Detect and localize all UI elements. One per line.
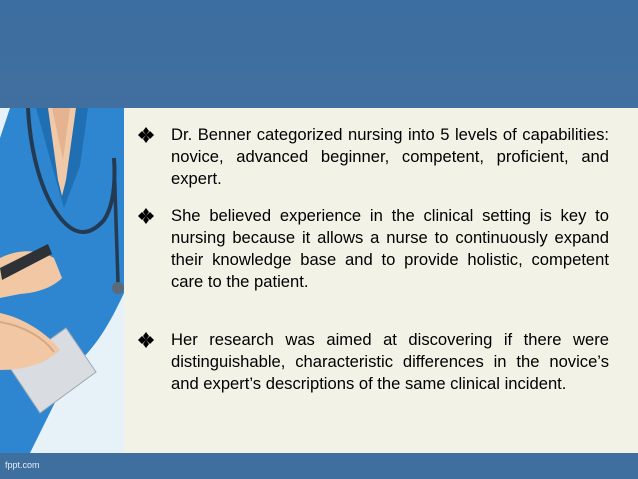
- bullet-text: Her research was aimed at discovering if there were distinguishable, characteristic differences in the novice’s and expert’s descriptions of the same clinical incident.: [171, 330, 609, 393]
- diamond-bullet-icon: [137, 126, 155, 144]
- nurse-photo: [0, 108, 124, 453]
- diamond-bullet-icon: [137, 207, 155, 225]
- bullet-item: [137, 124, 609, 190]
- bullet-item: [137, 205, 609, 293]
- nurse-illustration: [0, 108, 124, 453]
- header-band: [0, 0, 638, 108]
- bullet-text: Dr. Benner categorized nursing into 5 levels of capabilities: novice, advanced beginner, competent, proficient, and expert.: [171, 125, 609, 188]
- diamond-bullet-icon: [137, 331, 155, 349]
- footer-strip: [0, 453, 638, 479]
- footer-credit: fppt.com: [5, 460, 40, 470]
- bullet-item: [137, 329, 609, 395]
- bullet-text: She believed experience in the clinical setting is key to nursing because it allows a nurse to continuously expand their knowledge base and to provide holistic, competent care to the patient.: [171, 206, 609, 291]
